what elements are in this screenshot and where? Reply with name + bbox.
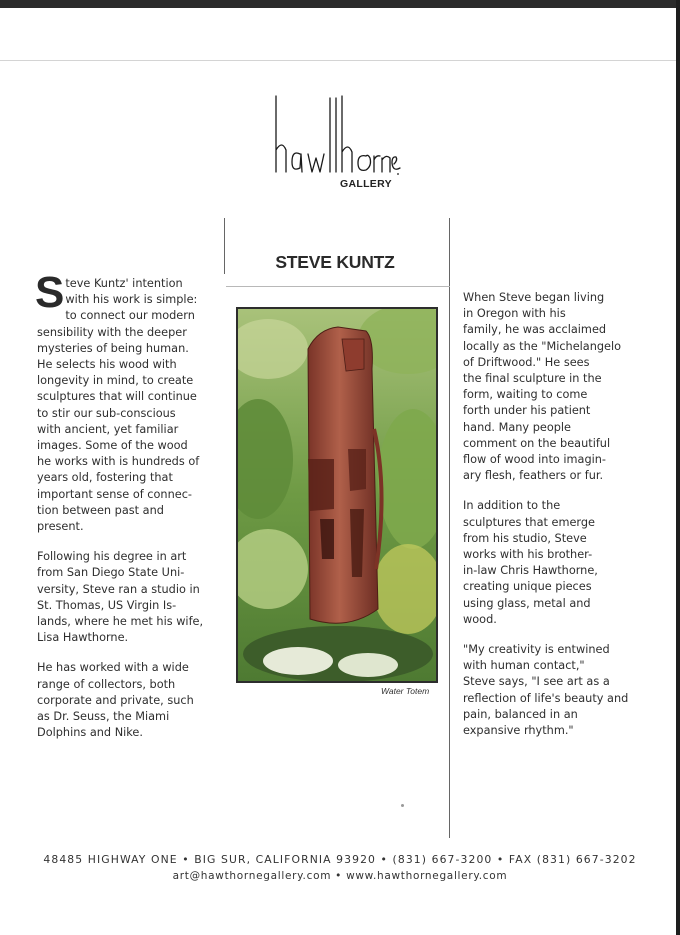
right-column bbox=[463, 290, 655, 753]
text-line: Dolphins and Nike. bbox=[37, 726, 143, 740]
article-title: STEVE KUNTZ bbox=[275, 252, 395, 272]
scan-top-edge bbox=[0, 0, 680, 8]
text-line: Lisa Hawthorne. bbox=[37, 631, 129, 645]
text-line: pain, balanced in an bbox=[463, 707, 578, 721]
text-line: wood. bbox=[463, 612, 497, 626]
text-line: sensibility with the deeper bbox=[37, 325, 187, 339]
text-line: hand. Many people bbox=[463, 420, 571, 434]
text-line: form, waiting to come bbox=[463, 388, 588, 402]
page-fold-line bbox=[0, 60, 680, 61]
text-line: versity, Steve ran a studio in bbox=[37, 582, 200, 596]
text-line: works with his brother- bbox=[463, 548, 593, 562]
text-line: forth under his patient bbox=[463, 404, 591, 418]
text-line: family, he was acclaimed bbox=[463, 323, 607, 337]
text-line: lands, where he met his wife, bbox=[37, 615, 204, 629]
column-divider-right bbox=[449, 218, 450, 838]
footer-web: art@hawthornegallery.com • www.hawthornegallery.com bbox=[172, 870, 508, 882]
text-line: in-law Chris Hawthorne, bbox=[463, 564, 598, 578]
photo-caption: Water Totem bbox=[381, 686, 430, 696]
right-paragraph-3 bbox=[463, 642, 655, 739]
text-line: present. bbox=[37, 520, 84, 534]
sculpture-illustration bbox=[238, 309, 436, 681]
text-line: comment on the beautiful bbox=[463, 436, 611, 450]
left-paragraph-1 bbox=[35, 268, 217, 535]
text-line: important sense of connec- bbox=[37, 487, 192, 501]
text-line: St. Thomas, US Virgin Is- bbox=[37, 598, 177, 612]
text-line: creating unique pieces bbox=[463, 580, 592, 594]
text-line: years old, fostering that bbox=[37, 471, 173, 485]
text-line: in Oregon with his bbox=[463, 307, 566, 321]
scan-speck bbox=[401, 804, 404, 807]
text-line: "My creativity is entwined bbox=[463, 643, 610, 657]
left-paragraph-2 bbox=[37, 549, 217, 646]
text-line: range of collectors, both bbox=[37, 677, 176, 691]
left-paragraph-3 bbox=[37, 660, 217, 741]
text-line: images. Some of the wood bbox=[37, 439, 188, 453]
logo-gallery-word: GALLERY bbox=[340, 178, 392, 190]
text-line: Following his degree in art bbox=[37, 550, 187, 564]
text-line: ary flesh, feathers or fur. bbox=[463, 469, 604, 483]
text-line: he works with is hundreds of bbox=[37, 455, 200, 469]
text-line: from his studio, Steve bbox=[463, 531, 587, 545]
text-line: using glass, metal and bbox=[463, 596, 591, 610]
text-line: with ancient, yet familiar bbox=[37, 422, 179, 436]
gallery-logo bbox=[270, 92, 402, 190]
sculpture-photo bbox=[236, 307, 438, 683]
text-line: corporate and private, such bbox=[37, 693, 194, 707]
text-line: In addition to the bbox=[463, 499, 561, 513]
footer-address: 48485 HIGHWAY ONE • BIG SUR, CALIFORNIA 93920 • (831) 667-3200 • FAX (831) 667-3202 bbox=[43, 853, 637, 866]
left-column bbox=[35, 268, 217, 755]
text-line: expansive rhythm." bbox=[463, 724, 574, 738]
text-line: flow of wood into imagin- bbox=[463, 453, 607, 467]
text-line: teve Kuntz' intention bbox=[65, 277, 183, 290]
drop-cap: S bbox=[35, 268, 65, 317]
scan-right-edge bbox=[676, 0, 680, 935]
text-line: with human contact," bbox=[463, 659, 585, 673]
text-line: with his work is simple: bbox=[65, 293, 198, 307]
text-line: locally as the "Michelangelo bbox=[463, 339, 622, 353]
text-line: of Driftwood." He sees bbox=[463, 355, 590, 369]
header-rule bbox=[226, 286, 450, 287]
text-line: the final sculpture in the bbox=[463, 372, 602, 386]
column-divider-left bbox=[224, 218, 225, 274]
text-line: to stir our sub-conscious bbox=[37, 406, 176, 420]
text-line: sculptures that emerge bbox=[463, 515, 595, 529]
hawthorne-script-logo bbox=[270, 92, 402, 178]
right-paragraph-2 bbox=[463, 498, 655, 628]
text-line: reflection of life's beauty and bbox=[463, 691, 629, 705]
text-line: He has worked with a wide bbox=[37, 661, 189, 675]
text-line: longevity in mind, to create bbox=[37, 374, 194, 388]
right-paragraph-1 bbox=[463, 290, 655, 484]
text-line: When Steve began living bbox=[463, 291, 605, 304]
text-line: to connect our modern bbox=[65, 309, 195, 323]
text-line: Steve says, "I see art as a bbox=[463, 675, 610, 689]
text-line: sculptures that will continue bbox=[37, 390, 197, 404]
text-line: from San Diego State Uni- bbox=[37, 566, 185, 580]
text-line: tion between past and bbox=[37, 503, 164, 517]
text-line: mysteries of being human. bbox=[37, 341, 189, 355]
text-line: as Dr. Seuss, the Miami bbox=[37, 710, 170, 724]
text-line: He selects his wood with bbox=[37, 358, 177, 372]
